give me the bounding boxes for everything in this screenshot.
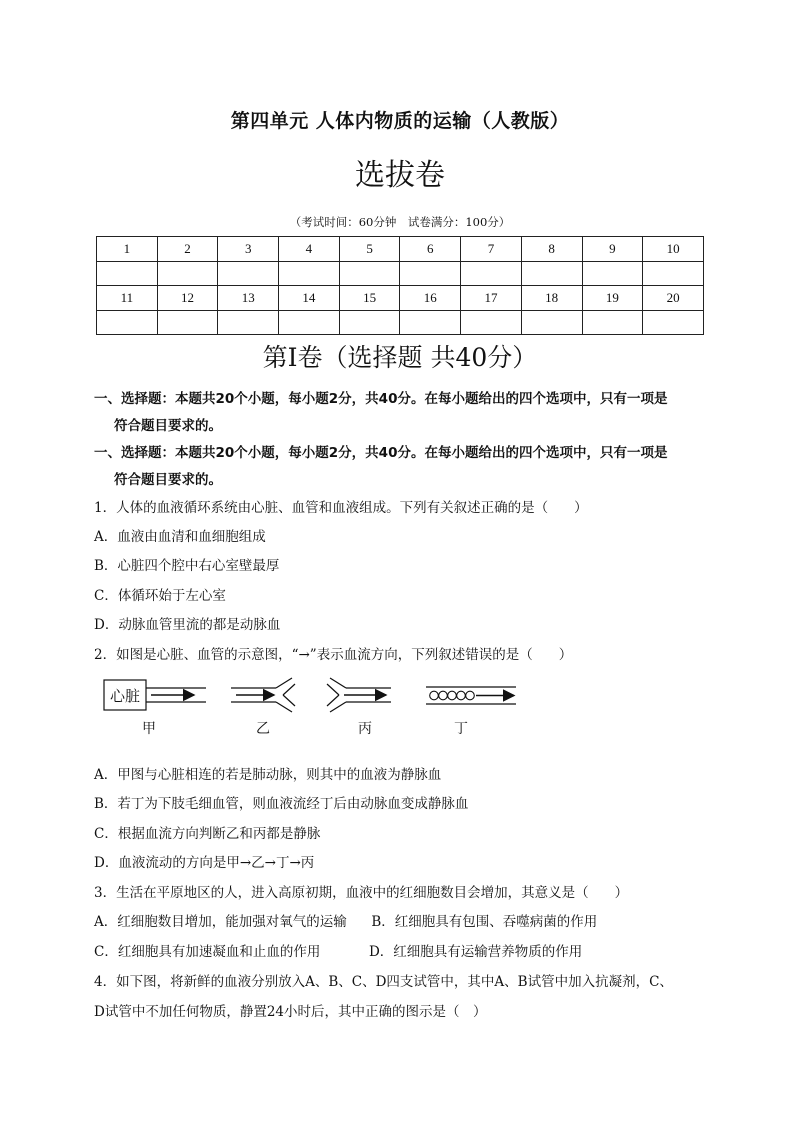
section-instruction-line2: 符合题目要求的。 (114, 418, 222, 434)
score-cell-header: 13 (218, 286, 279, 311)
score-cell-header: 6 (400, 237, 461, 262)
answer-cell[interactable] (521, 310, 582, 335)
question-1-option-c[interactable]: C．体循环始于左心室 (94, 588, 226, 604)
question-2-option-c[interactable]: C．根据血流方向判断乙和丙都是静脉 (94, 826, 321, 842)
question-3-stem: 3．生活在平原地区的人，进入高原初期，血液中的红细胞数目会增加，其意义是（ ） (94, 885, 629, 901)
score-cell-header: 5 (339, 237, 400, 262)
diagram-ding-capillary (426, 687, 516, 704)
section-instruction (94, 386, 704, 440)
answer-cell[interactable] (521, 261, 582, 286)
answer-cell[interactable] (400, 310, 461, 335)
score-table-header-row-1 (97, 237, 704, 262)
score-cell-header: 16 (400, 286, 461, 311)
score-cell-header: 8 (521, 237, 582, 262)
answer-cell[interactable] (643, 261, 704, 286)
question-3-options-row1 (94, 912, 597, 932)
answer-cell[interactable] (400, 261, 461, 286)
answer-cell[interactable] (339, 261, 400, 286)
answer-cell[interactable] (218, 261, 279, 286)
diagram-bing-vessel (327, 678, 391, 712)
answer-cell[interactable] (97, 261, 158, 286)
question-3-option-d[interactable]: D．红细胞具有运输营养物质的作用 (368, 944, 583, 960)
heart-label: 心脏 (109, 687, 141, 705)
answer-cell[interactable] (461, 261, 522, 286)
question-1-stem: 1．人体的血液循环系统由心脏、血管和血液组成。下列有关叙述正确的是（ ） (94, 500, 588, 516)
question-2-option-a[interactable]: A．甲图与心脏相连的若是肺动脉，则其中的血液为静脉血 (94, 767, 442, 783)
score-table-answer-row-2 (97, 310, 704, 335)
question-3-option-a[interactable]: A．红细胞数目增加，能加强对氧气的运输 (94, 914, 347, 930)
score-cell-header: 18 (521, 286, 582, 311)
score-cell-header: 1 (97, 237, 158, 262)
figure-label-yi: 乙 (256, 721, 270, 737)
section-instruction-line2: 符合题目要求的。 (114, 472, 222, 488)
question-4-stem-line1: 4．如下图，将新鲜的血液分别放入A、B、C、D四支试管中，其中A、B试管中加入抗凝剂，C、 (94, 974, 673, 990)
section-instruction-line1: 一、选择题：本题共20个小题，每小题2分，共40分。在每小题给出的四个选项中，只有一项是 (94, 391, 668, 407)
score-table-answer-row-1 (97, 261, 704, 286)
score-cell-header: 14 (279, 286, 340, 311)
answer-cell[interactable] (157, 310, 218, 335)
score-cell-header: 15 (339, 286, 400, 311)
score-cell-header: 10 (643, 237, 704, 262)
volume-title: 第Ⅰ卷（选择题 共40分） (262, 343, 538, 372)
answer-cell[interactable] (157, 261, 218, 286)
score-cell-header: 17 (461, 286, 522, 311)
score-cell-header: 19 (582, 286, 643, 311)
question-2-option-b[interactable]: B．若丁为下肢毛细血管，则血液流经丁后由动脉血变成静脉血 (94, 796, 469, 812)
heart-vessel-diagram (96, 676, 526, 716)
question-2-option-d[interactable]: D．血液流动的方向是甲→乙→丁→丙 (94, 855, 315, 871)
score-table-header-row-2 (97, 286, 704, 311)
answer-cell[interactable] (218, 310, 279, 335)
score-cell-header: 7 (461, 237, 522, 262)
answer-score-table (96, 236, 704, 335)
figure-label-jia: 甲 (142, 721, 156, 737)
question-1-option-b[interactable]: B．心脏四个腔中右心室壁最厚 (94, 558, 280, 574)
diagram-yi-vessel (231, 678, 295, 712)
exam-info: （考试时间：60分钟 试卷满分：100分） (289, 215, 511, 229)
document-subtitle: 选拔卷 (355, 158, 445, 193)
section-instruction (94, 440, 704, 494)
answer-cell[interactable] (97, 310, 158, 335)
figure-label-bing: 丙 (358, 721, 372, 737)
document-title: 第四单元 人体内物质的运输（人教版） (230, 110, 570, 132)
score-cell-header: 2 (157, 237, 218, 262)
score-cell-header: 11 (97, 286, 158, 311)
question-1-option-d[interactable]: D．动脉血管里流的都是动脉血 (94, 617, 281, 633)
answer-cell[interactable] (582, 310, 643, 335)
answer-cell[interactable] (339, 310, 400, 335)
question-2-stem: 2．如图是心脏、血管的示意图，“→”表示血流方向，下列叙述错误的是（ ） (94, 647, 573, 663)
question-3-options-row2 (94, 942, 582, 962)
answer-cell[interactable] (279, 261, 340, 286)
diagram-jia-artery (104, 680, 206, 710)
score-cell-header: 4 (279, 237, 340, 262)
score-cell-header: 20 (643, 286, 704, 311)
question-3-option-b[interactable]: B．红细胞具有包围、吞噬病菌的作用 (371, 914, 598, 930)
answer-cell[interactable] (461, 310, 522, 335)
figure-label-ding: 丁 (454, 721, 468, 737)
score-cell-header: 9 (582, 237, 643, 262)
score-cell-header: 3 (218, 237, 279, 262)
question-1-option-a[interactable]: A．血液由血清和血细胞组成 (94, 529, 266, 545)
question-4-stem-line2: D试管中不加任何物质，静置24小时后，其中正确的图示是（ ） (94, 1004, 487, 1020)
score-cell-header: 12 (157, 286, 218, 311)
answer-cell[interactable] (643, 310, 704, 335)
question-3-option-c[interactable]: C．红细胞具有加速凝血和止血的作用 (94, 944, 321, 960)
section-instruction-line1: 一、选择题：本题共20个小题，每小题2分，共40分。在每小题给出的四个选项中，只有一项是 (94, 445, 668, 461)
answer-cell[interactable] (582, 261, 643, 286)
answer-cell[interactable] (279, 310, 340, 335)
